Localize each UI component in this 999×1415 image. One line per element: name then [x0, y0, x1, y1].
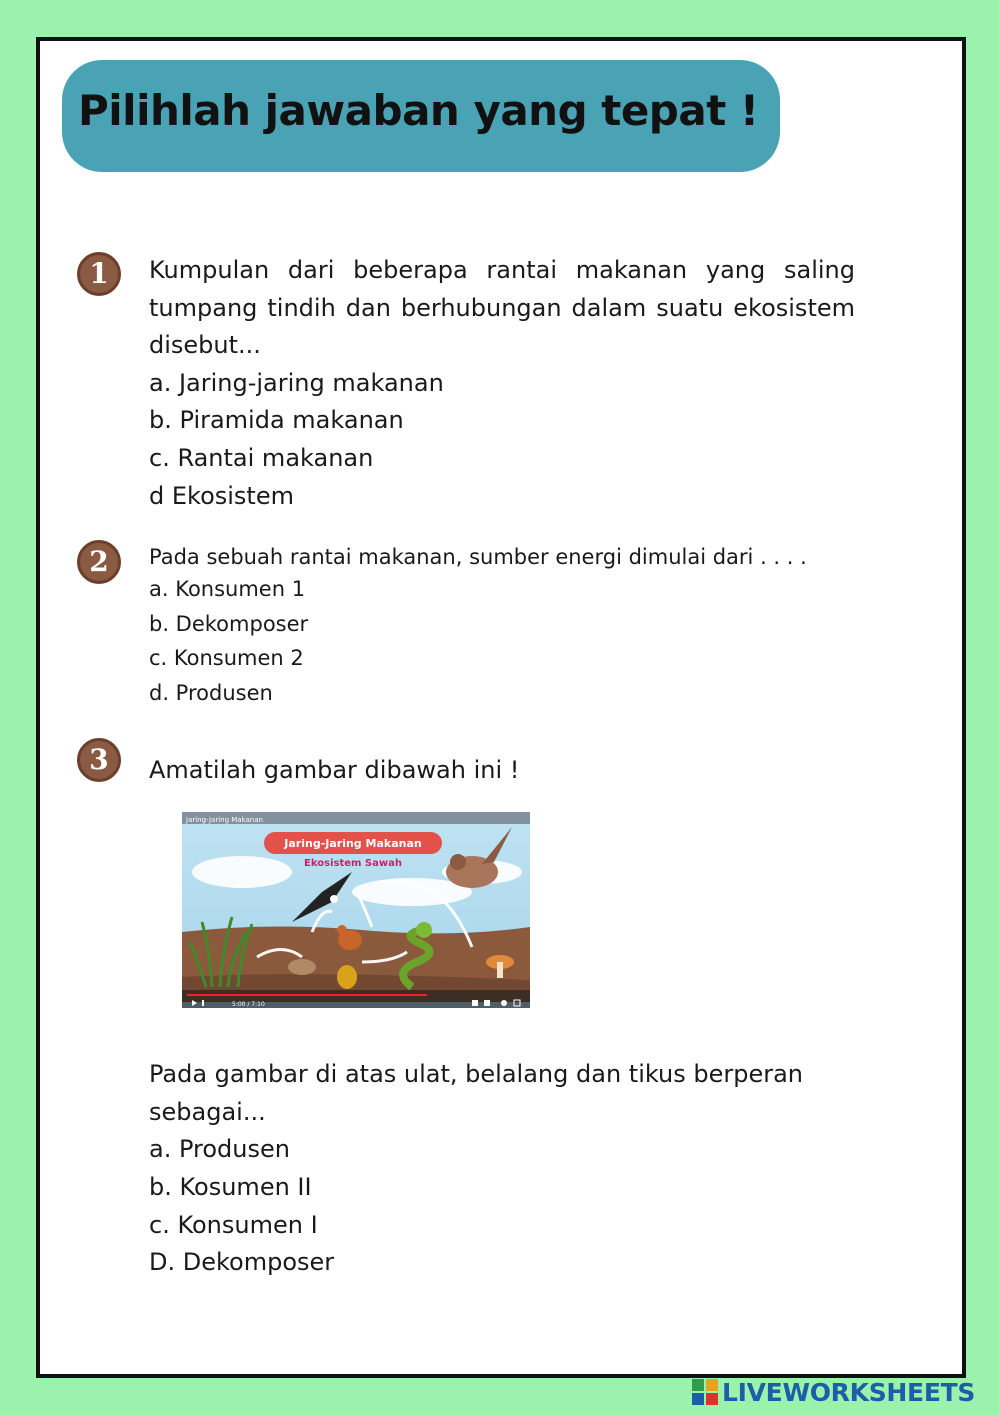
question-3-intro: Amatilah gambar dibawah ini ! [149, 756, 520, 784]
question-2-badge: 2 [77, 540, 121, 584]
question-3 [149, 1056, 855, 1282]
question-2-option-b[interactable]: b. Dekomposer [149, 611, 309, 636]
food-web-illustration [182, 812, 530, 1008]
question-2-option-d[interactable]: d. Produsen [149, 680, 273, 705]
question-1-badge: 1 [77, 252, 121, 296]
question-3-option-a[interactable]: a. Produsen [149, 1135, 290, 1163]
question-1-option-a[interactable]: a. Jaring-jaring makanan [149, 368, 444, 397]
question-2 [149, 542, 855, 710]
question-3-option-c[interactable]: c. Konsumen I [149, 1210, 318, 1239]
question-2-option-c[interactable]: c. Konsumen 2 [149, 646, 304, 671]
question-1-stem: Kumpulan dari beberapa rantai makanan yang saling tumpang tindih dan berhubungan dalam suatu ekosistem disebut... [149, 256, 855, 359]
question-3-badge: 3 [77, 738, 121, 782]
figure-banner-title: Jaring-Jaring Makanan [284, 837, 422, 850]
page-title: Pilihlah jawaban yang tepat ! [78, 86, 759, 135]
question-2-option-a[interactable]: a. Konsumen 1 [149, 577, 306, 601]
question-3-stem: Pada gambar di atas ulat, belalang dan tikus berperan sebagai... [149, 1060, 804, 1126]
question-1 [149, 252, 855, 516]
worksheet-page [36, 37, 966, 1378]
food-web-figure[interactable] [182, 812, 530, 1008]
question-1-option-d[interactable]: d Ekosistem [149, 481, 294, 510]
question-2-stem: Pada sebuah rantai makanan, sumber energi dimulai dari . . . . [149, 545, 807, 569]
question-3-option-b[interactable]: b. Kosumen II [149, 1172, 312, 1201]
watermark-text: LIVEWORKSHEETS [722, 1377, 976, 1407]
question-1-option-b[interactable]: b. Piramida makanan [149, 406, 404, 435]
video-title: Jaring-Jaring Makanan [186, 816, 263, 824]
question-1-option-c[interactable]: c. Rantai makanan [149, 444, 374, 473]
figure-banner-subtitle: Ekosistem Sawah [304, 858, 402, 869]
question-3-option-d[interactable]: D. Dekomposer [149, 1248, 335, 1277]
liveworksheets-logo-icon [690, 1377, 720, 1407]
title-banner [62, 60, 780, 172]
liveworksheets-watermark [690, 1377, 975, 1407]
video-time: 5:00 / 7:10 [232, 1001, 265, 1008]
